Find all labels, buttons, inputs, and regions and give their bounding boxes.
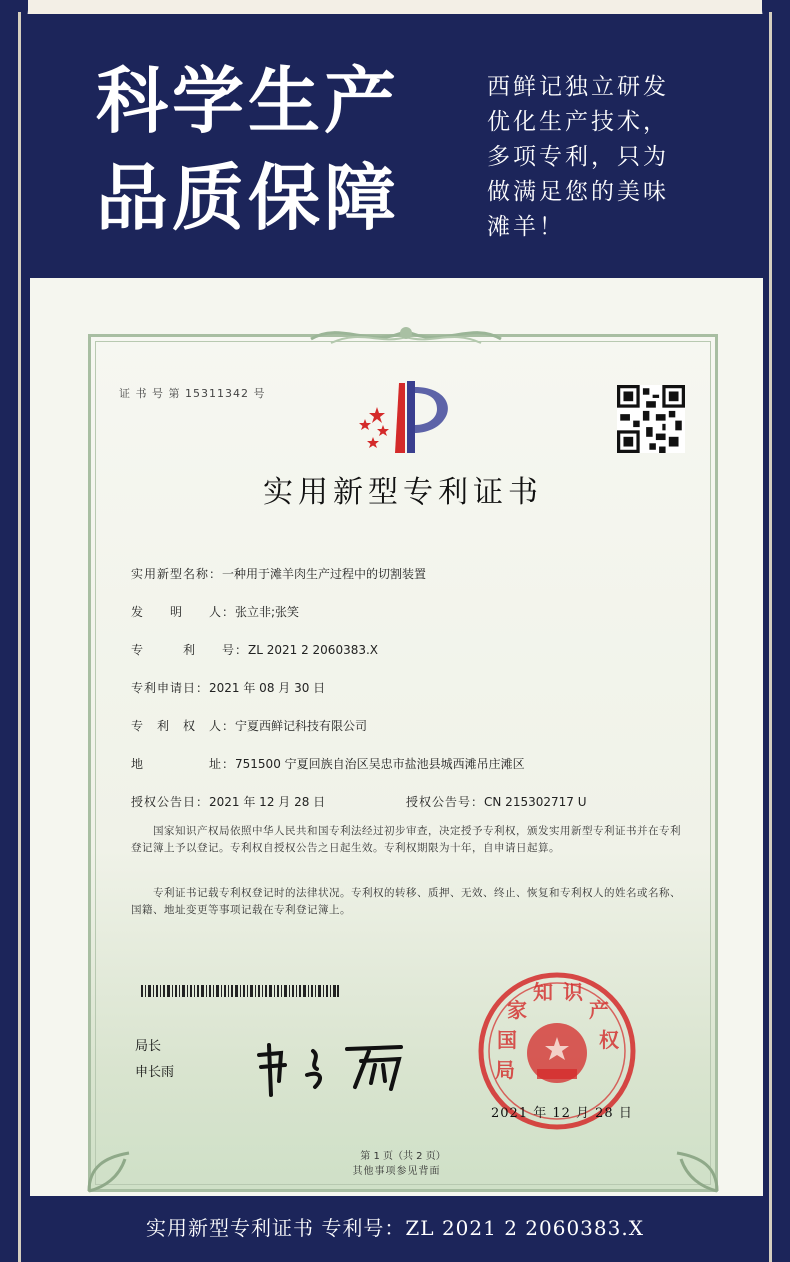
headline [96,52,400,246]
right-frame-line [769,12,772,1262]
svg-text:产: 产 [589,998,609,1022]
director-title: 局长 [135,1039,162,1054]
director-name: 申长雨 [135,1065,175,1080]
svg-text:知: 知 [533,980,553,1004]
tagline-line: 滩羊！ [487,214,565,240]
tagline-line: 优化生产技术， [487,109,669,135]
handwritten-signature [251,1037,421,1099]
field-grant-number: 授权公告号：CN 215302717 U [406,795,587,809]
field-inventor: 发 明 人：张立非;张笑 [131,605,300,619]
certificate-photo [30,278,763,1196]
tagline [487,70,702,245]
certificate-paragraph-1: 国家知识产权局依照中华人民共和国专利法经过初步审查，决定授予专利权，颁发实用新型专利证书并在专利登记簿上予以登记。专利权自授权公告之日起生效。专利权期限为十年，自申请日起算。 [131,825,681,854]
svg-text:局: 局 [495,1058,515,1082]
svg-text:权: 权 [599,1028,619,1052]
field-patentee: 专 利 权 人：宁夏西鲜记科技有限公司 [131,719,368,733]
left-frame-line [18,12,21,1262]
field-grant-date: 授权公告日：2021 年 12 月 28 日 [131,795,326,809]
page-number: 第 1 页（共 2 页） [360,1151,446,1162]
seal-date: 2021 年 12 月 28 日 [491,1106,633,1121]
field-patent-number: 专 利 号：ZL 2021 2 2060383.X [131,643,379,657]
svg-text:家: 家 [507,998,527,1022]
field-application-date: 专利申请日：2021 年 08 月 30 日 [131,681,326,695]
top-frame-border [0,0,790,14]
top-ornament-icon [301,319,511,351]
tagline-line: 做满足您的美味 [487,179,669,205]
field-utility-name: 实用新型名称：一种用于滩羊肉生产过程中的切割装置 [131,567,427,581]
certificate-title: 实用新型专利证书 [263,475,543,510]
qr-code-icon [617,385,685,453]
certificate-paragraph-2: 专利证书记载专利权登记时的法律状况。专利权的转移、质押、无效、终止、恢复和专利权人的姓名或名称、国籍、地址变更等事项记载在专利登记簿上。 [131,887,681,916]
back-note: 其他事项参见背面 [352,1166,441,1177]
svg-text:国: 国 [497,1028,517,1052]
headline-line-2: 品质保障 [96,155,401,240]
tagline-line: 多项专利，只为 [487,144,669,170]
tagline-line: 西鲜记独立研发 [487,74,669,100]
field-address: 地 址：751500 宁夏回族自治区吴忠市盐池县城西滩吊庄滩区 [131,757,525,771]
certificate [88,334,718,1192]
headline-line-1: 科学生产 [96,58,401,143]
caption: 实用新型专利证书 专利号：ZL 2021 2 2060383.X [146,1216,644,1240]
barcode-icon [141,985,339,997]
svg-text:识: 识 [563,980,583,1004]
certificate-number: 证 书 号 第 15311342 号 [119,387,266,400]
patent-office-logo-icon [355,377,465,457]
